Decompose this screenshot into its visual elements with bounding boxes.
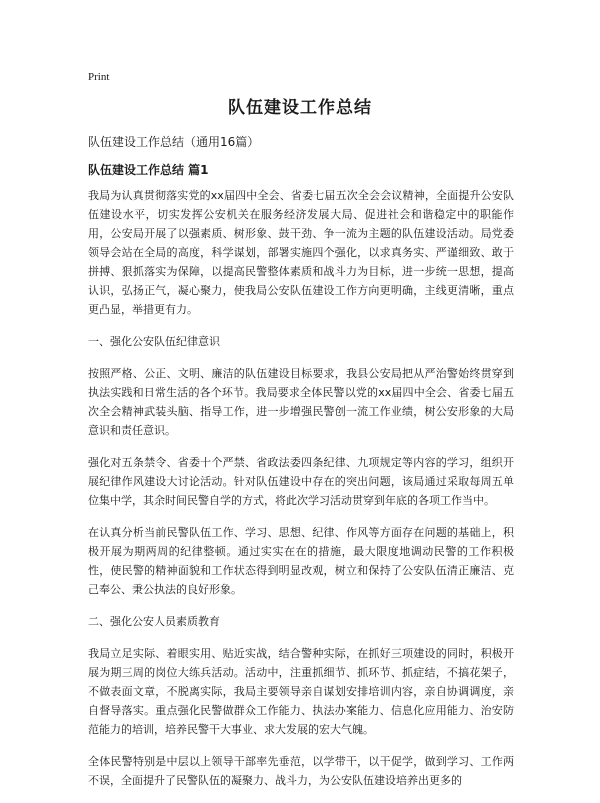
subheading-quality: 二、强化公安人员素质教育 <box>88 615 220 628</box>
paragraph-discipline-2: 强化对五条禁令、省委十个严禁、省政法委四条纪律、九项规定等内容的学习，组织开展纪律作风建设大讨论活动。针对队伍建设中存在的突出问题，该局通过采取每周五单位集中学，其余时间民警自学的方式，将此次学习活动贯穿到年底的各项工作当中。 <box>88 456 514 507</box>
section-heading: 队伍建设工作总结 篇1 <box>88 163 209 177</box>
document-title: 队伍建设工作总结 <box>228 98 372 118</box>
document-body <box>88 186 514 803</box>
paragraph-discipline-1: 按照严格、公正、文明、廉洁的队伍建设目标要求，我县公安局把从严治警始终贯穿到执法实践和日常生活的各个环节。我局要求全体民警以党的xx届四中全会、省委七届五次全会精神武装头脑、指导工作，进一步增强民警创一流工作业绩，树公安形象的大局意识和责任意识。 <box>88 367 514 437</box>
paragraph-quality-1: 我局立足实际、着眼实用、贴近实战，结合警种实际，在抓好三项建设的同时，积极开展为期三周的岗位大练兵活动。活动中，注重抓细节、抓环节、抓症结，不搞花架子，不做表面文章，不脱离实际，我局主要领导亲自谋划安排培训内容，亲自协调调度，亲自督导落实。重点强化民警做群众工作能力、执法办案能力、信息化应用能力、治安防范能力的培训，培养民警干大事业、求大发展的宏大气魄。 <box>88 647 514 736</box>
paragraph-discipline-3: 在认真分析当前民警队伍工作、学习、思想、纪律、作风等方面存在问题的基础上，积极开展为期两周的纪律整顿。通过实实在在的措施，最大限度地调动民警的工作积极性，使民警的精神面貌和工作状态得到明显改观，树立和保持了公安队伍清正廉洁、克己奉公、秉公执法的良好形象。 <box>88 526 514 596</box>
document-subtitle: 队伍建设工作总结（通用16篇） <box>88 135 260 149</box>
paragraph-quality-2: 全体民警特别是中层以上领导干部率先垂范，以学带干，以干促学，做到学习、工作两不误，全面提升了民警队伍的凝聚力、战斗力，为公安队伍建设培养出更多的 <box>88 755 514 787</box>
print-label[interactable]: Print <box>88 71 110 83</box>
paragraph-intro: 我局为认真贯彻落实党的xx届四中全会、省委七届五次全会会议精神，全面提升公安队伍建设水平，切实发挥公安机关在服务经济发展大局、促进社会和谐稳定中的职能作用，公安局开展了以强素质、树形象、鼓干劲、争一流为主题的队伍建设活动。局党委领导会站在全局的高度，科学谋划，部署实施四个强化，以求真务实、严谨细致、敢于拼搏、狠抓落实为保障，以提高民警整体素质和战斗力为目标，进一步统一思想，提高认识，弘扬正气，凝心聚力，使我局公安队伍建设工作方向更明确，主线更清晰，重点更凸显，举措更有力。 <box>88 189 514 316</box>
subheading-discipline: 一、强化公安队伍纪律意识 <box>88 335 220 348</box>
